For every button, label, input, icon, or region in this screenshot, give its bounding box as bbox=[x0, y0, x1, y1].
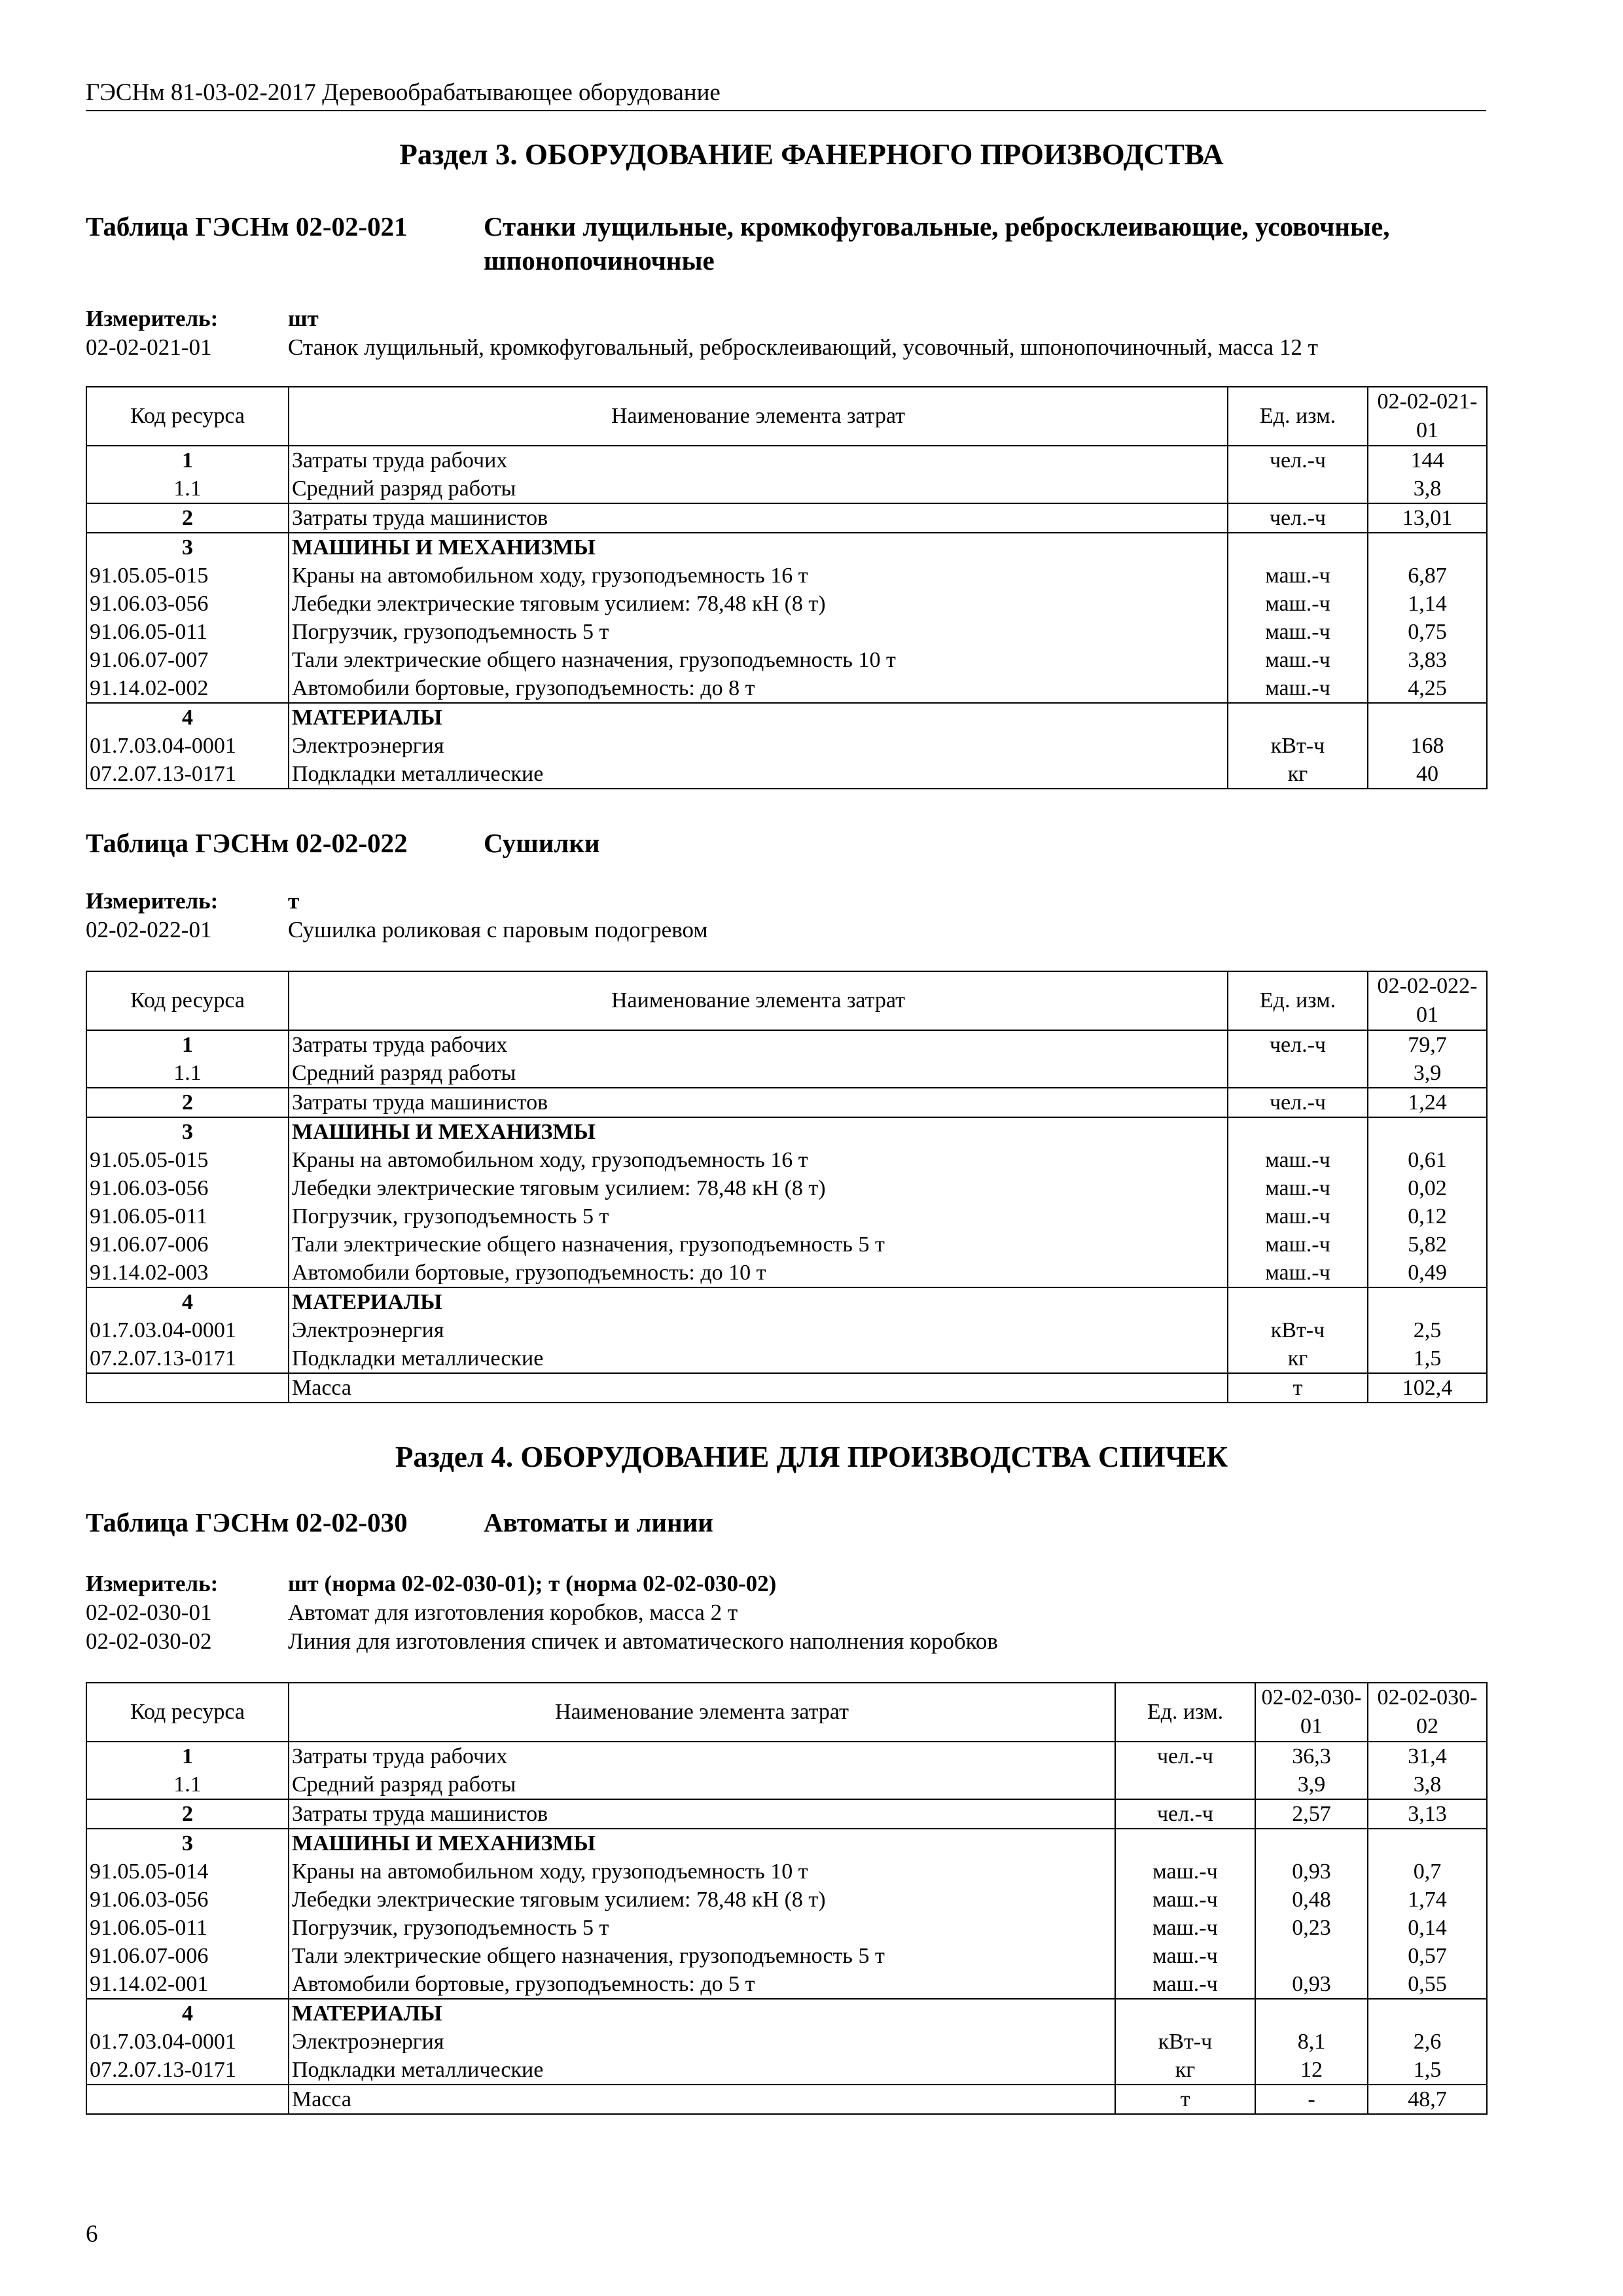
cost-element-name: Автомобили бортовые, грузоподъемность: до 8 т bbox=[289, 674, 1228, 703]
table-row bbox=[86, 1146, 1487, 1174]
norm-value bbox=[1368, 533, 1487, 562]
table-row bbox=[86, 618, 1487, 646]
unit-of-measure: маш.-ч bbox=[1115, 1886, 1255, 1914]
cost-element-name: Тали электрические общего назначения, грузоподъемность 10 т bbox=[289, 646, 1228, 674]
table-row bbox=[86, 446, 1487, 475]
table-row bbox=[86, 2028, 1487, 2056]
resource-code: 3 bbox=[86, 1117, 289, 1146]
unit-of-measure: маш.-ч bbox=[1115, 1942, 1255, 1970]
cost-element-name: МАТЕРИАЛЫ bbox=[289, 1287, 1228, 1316]
resource-code: 91.06.03-056 bbox=[86, 1174, 289, 1202]
resource-code: 1 bbox=[86, 446, 289, 475]
column-header-unit: Ед. изм. bbox=[1228, 971, 1368, 1030]
table-030-heading bbox=[86, 1505, 1413, 1539]
unit-of-measure: маш.-ч bbox=[1228, 1146, 1368, 1174]
norm-value: 3,9 bbox=[1255, 1770, 1368, 1799]
unit-of-measure: маш.-ч bbox=[1228, 1230, 1368, 1259]
norm-code: 02-02-021-01 bbox=[86, 334, 212, 360]
resource-code bbox=[86, 2085, 289, 2114]
table-row bbox=[86, 646, 1487, 674]
unit-of-measure bbox=[1115, 1829, 1255, 1857]
cost-element-name: Затраты труда рабочих bbox=[289, 1030, 1228, 1059]
norm-value: 0,61 bbox=[1368, 1146, 1487, 1174]
table-row bbox=[86, 1230, 1487, 1259]
unit-of-measure: маш.-ч bbox=[1115, 1970, 1255, 1999]
norm-value: 2,6 bbox=[1368, 2028, 1487, 2056]
resource-code: 01.7.03.04-0001 bbox=[86, 1316, 289, 1344]
resource-code: 91.06.07-006 bbox=[86, 1230, 289, 1259]
norm-description: Автомат для изготовления коробков, масса 2 т bbox=[288, 1600, 738, 1625]
norm-code: 02-02-022-01 bbox=[86, 917, 212, 942]
table-row bbox=[86, 1030, 1487, 1059]
norm-value: 3,83 bbox=[1368, 646, 1487, 674]
table-row bbox=[86, 503, 1487, 533]
norm-value: 3,13 bbox=[1368, 1799, 1487, 1829]
column-header-code: Код ресурса bbox=[86, 387, 289, 446]
cost-element-name: Лебедки электрические тяговым усилием: 78,48 кН (8 т) bbox=[289, 1886, 1115, 1914]
unit-of-measure: чел.-ч bbox=[1228, 446, 1368, 475]
unit-of-measure: маш.-ч bbox=[1228, 1259, 1368, 1287]
table-row bbox=[86, 1770, 1487, 1799]
norm-description: Станок лущильный, кромкофуговальный, ребросклеивающий, усовочный, шпонопочиночный, масса 12 т bbox=[288, 334, 1318, 360]
norm-value: 8,1 bbox=[1255, 2028, 1368, 2056]
column-header-unit: Ед. изм. bbox=[1228, 387, 1368, 446]
norm-value bbox=[1255, 1829, 1368, 1857]
resource-code: 91.05.05-015 bbox=[86, 1146, 289, 1174]
norm-value: 1,74 bbox=[1368, 1886, 1487, 1914]
table-022-title: Сушилки bbox=[484, 828, 600, 858]
unit-of-measure: маш.-ч bbox=[1228, 1174, 1368, 1202]
column-header-code: Код ресурса bbox=[86, 1683, 289, 1742]
unit-of-measure bbox=[1115, 1770, 1255, 1799]
norm-value: 0,93 bbox=[1255, 1857, 1368, 1886]
cost-element-name: Погрузчик, грузоподъемность 5 т bbox=[289, 1202, 1228, 1230]
unit-of-measure: чел.-ч bbox=[1115, 1799, 1255, 1829]
resource-code: 4 bbox=[86, 1287, 289, 1316]
resource-code: 01.7.03.04-0001 bbox=[86, 732, 289, 760]
table-row bbox=[86, 1857, 1487, 1886]
resource-code: 91.05.05-015 bbox=[86, 562, 289, 590]
norm-description: Сушилка роликовая с паровым подогревом bbox=[288, 917, 708, 942]
norm-value: 48,7 bbox=[1368, 2085, 1487, 2114]
norm-value: 4,25 bbox=[1368, 674, 1487, 703]
resource-code: 01.7.03.04-0001 bbox=[86, 2028, 289, 2056]
column-header-norm-2: 02-02-030-02 bbox=[1368, 1683, 1487, 1742]
column-header-name: Наименование элемента затрат bbox=[289, 387, 1228, 446]
resource-code: 07.2.07.13-0171 bbox=[86, 760, 289, 789]
cost-element-name: Средний разряд работы bbox=[289, 475, 1228, 503]
cost-element-name: Подкладки металлические bbox=[289, 760, 1228, 789]
resource-code: 91.06.05-011 bbox=[86, 1202, 289, 1230]
norm-value: 1,5 bbox=[1368, 2056, 1487, 2085]
norm-value: 31,4 bbox=[1368, 1742, 1487, 1770]
table-022 bbox=[86, 971, 1488, 1403]
column-header-norm: 02-02-022-01 bbox=[1368, 971, 1487, 1030]
table-row bbox=[86, 1829, 1487, 1857]
cost-element-name: Масса bbox=[289, 2085, 1115, 2114]
resource-code: 91.06.03-056 bbox=[86, 1886, 289, 1914]
norm-value: 0,7 bbox=[1368, 1857, 1487, 1886]
unit-of-measure: маш.-ч bbox=[1228, 646, 1368, 674]
table-row bbox=[86, 2056, 1487, 2085]
cost-element-name: Краны на автомобильном ходу, грузоподъемность 16 т bbox=[289, 562, 1228, 590]
unit-of-measure bbox=[1228, 475, 1368, 503]
unit-of-measure: т bbox=[1115, 2085, 1255, 2114]
cost-element-name: Лебедки электрические тяговым усилием: 78,48 кН (8 т) bbox=[289, 590, 1228, 618]
cost-element-name: Средний разряд работы bbox=[289, 1770, 1115, 1799]
cost-element-name: Тали электрические общего назначения, грузоподъемность 5 т bbox=[289, 1942, 1115, 1970]
norm-value: 1,5 bbox=[1368, 1344, 1487, 1373]
resource-code: 4 bbox=[86, 1999, 289, 2028]
table-row bbox=[86, 1174, 1487, 1202]
cost-element-name: Подкладки металлические bbox=[289, 2056, 1115, 2085]
resource-code: 91.14.02-003 bbox=[86, 1259, 289, 1287]
norm-value bbox=[1368, 1829, 1487, 1857]
cost-element-name: Лебедки электрические тяговым усилием: 78,48 кН (8 т) bbox=[289, 1174, 1228, 1202]
table-row bbox=[86, 1970, 1487, 1999]
resource-code: 91.06.07-006 bbox=[86, 1942, 289, 1970]
norm-value bbox=[1255, 1999, 1368, 2028]
unit-of-measure bbox=[1228, 533, 1368, 562]
table-030-meter-block bbox=[86, 1570, 998, 1656]
norm-value: 0,49 bbox=[1368, 1259, 1487, 1287]
norm-value: 0,55 bbox=[1368, 1970, 1487, 1999]
resource-code bbox=[86, 1373, 289, 1403]
cost-element-name: Затраты труда рабочих bbox=[289, 1742, 1115, 1770]
norm-value bbox=[1368, 1287, 1487, 1316]
table-030 bbox=[86, 1682, 1488, 2115]
resource-code: 91.05.05-014 bbox=[86, 1857, 289, 1886]
column-header-code: Код ресурса bbox=[86, 971, 289, 1030]
cost-element-name: Затраты труда машинистов bbox=[289, 1088, 1228, 1117]
cost-element-name: Затраты труда машинистов bbox=[289, 503, 1228, 533]
resource-code: 91.14.02-001 bbox=[86, 1970, 289, 1999]
norm-value: 144 bbox=[1368, 446, 1487, 475]
table-022-number: Таблица ГЭСНм 02-02-022 bbox=[86, 828, 408, 858]
table-row bbox=[86, 1344, 1487, 1373]
unit-of-measure: чел.-ч bbox=[1228, 1088, 1368, 1117]
cost-element-name: Автомобили бортовые, грузоподъемность: до 5 т bbox=[289, 1970, 1115, 1999]
norm-value: - bbox=[1255, 2085, 1368, 2114]
unit-of-measure bbox=[1228, 703, 1368, 732]
cost-element-name: МАШИНЫ И МЕХАНИЗМЫ bbox=[289, 533, 1228, 562]
table-row bbox=[86, 1088, 1487, 1117]
unit-of-measure: чел.-ч bbox=[1228, 503, 1368, 533]
table-row bbox=[86, 1999, 1487, 2028]
table-021-number: Таблица ГЭСНм 02-02-021 bbox=[86, 211, 408, 242]
resource-code: 07.2.07.13-0171 bbox=[86, 1344, 289, 1373]
unit-of-measure: маш.-ч bbox=[1228, 590, 1368, 618]
table-row bbox=[86, 562, 1487, 590]
column-header-name: Наименование элемента затрат bbox=[289, 971, 1228, 1030]
norm-value: 0,57 bbox=[1368, 1942, 1487, 1970]
norm-value: 0,75 bbox=[1368, 618, 1487, 646]
norm-value: 168 bbox=[1368, 732, 1487, 760]
norm-value: 2,5 bbox=[1368, 1316, 1487, 1344]
unit-of-measure bbox=[1228, 1117, 1368, 1146]
cost-element-name: Масса bbox=[289, 1373, 1228, 1403]
norm-value: 0,14 bbox=[1368, 1914, 1487, 1942]
cost-element-name: Электроэнергия bbox=[289, 1316, 1228, 1344]
resource-code: 91.06.05-011 bbox=[86, 618, 289, 646]
table-row bbox=[86, 674, 1487, 703]
unit-of-measure: маш.-ч bbox=[1228, 1202, 1368, 1230]
norm-value: 1,14 bbox=[1368, 590, 1487, 618]
norm-value bbox=[1368, 1117, 1487, 1146]
page-number: 6 bbox=[86, 2221, 98, 2248]
table-row bbox=[86, 1259, 1487, 1287]
table-row bbox=[86, 1942, 1487, 1970]
running-header: ГЭСНм 81-03-02-2017 Деревообрабатывающее оборудование bbox=[86, 77, 1486, 111]
norm-value: 0,48 bbox=[1255, 1886, 1368, 1914]
unit-of-measure bbox=[1115, 1999, 1255, 2028]
norm-value: 40 bbox=[1368, 760, 1487, 789]
resource-code: 91.06.05-011 bbox=[86, 1914, 289, 1942]
cost-element-name: Погрузчик, грузоподъемность 5 т bbox=[289, 618, 1228, 646]
column-header-norm-1: 02-02-030-01 bbox=[1255, 1683, 1368, 1742]
unit-of-measure: кг bbox=[1228, 1344, 1368, 1373]
norm-value: 3,8 bbox=[1368, 1770, 1487, 1799]
cost-element-name: Электроэнергия bbox=[289, 2028, 1115, 2056]
table-021-title: Станки лущильные, кромкофуговальные, ребросклеивающие, усовочные, шпонопочиночные bbox=[484, 211, 1390, 276]
norm-value bbox=[1255, 1942, 1368, 1970]
norm-code: 02-02-030-02 bbox=[86, 1628, 212, 1654]
resource-code: 3 bbox=[86, 1829, 289, 1857]
norm-value: 36,3 bbox=[1255, 1742, 1368, 1770]
resource-code: 91.14.02-002 bbox=[86, 674, 289, 703]
unit-of-measure: кг bbox=[1228, 760, 1368, 789]
resource-code: 2 bbox=[86, 1088, 289, 1117]
table-030-number: Таблица ГЭСНм 02-02-030 bbox=[86, 1507, 408, 1537]
unit-of-measure: маш.-ч bbox=[1228, 674, 1368, 703]
table-row bbox=[86, 1287, 1487, 1316]
column-header-unit: Ед. изм. bbox=[1115, 1683, 1255, 1742]
table-row bbox=[86, 1117, 1487, 1146]
resource-code: 2 bbox=[86, 503, 289, 533]
meter-value: т bbox=[288, 888, 300, 914]
resource-code: 2 bbox=[86, 1799, 289, 1829]
table-row bbox=[86, 475, 1487, 503]
cost-element-name: Краны на автомобильном ходу, грузоподъемность 10 т bbox=[289, 1857, 1115, 1886]
meter-label: Измеритель: bbox=[86, 888, 219, 914]
unit-of-measure bbox=[1228, 1059, 1368, 1088]
table-row bbox=[86, 760, 1487, 789]
table-row bbox=[86, 1742, 1487, 1770]
column-header-norm: 02-02-021-01 bbox=[1368, 387, 1487, 446]
cost-element-name: Краны на автомобильном ходу, грузоподъемность 16 т bbox=[289, 1146, 1228, 1174]
unit-of-measure: кВт-ч bbox=[1115, 2028, 1255, 2056]
cost-element-name: Тали электрические общего назначения, грузоподъемность 5 т bbox=[289, 1230, 1228, 1259]
resource-code: 1.1 bbox=[86, 1770, 289, 1799]
section-4-title: Раздел 4. ОБОРУДОВАНИЕ ДЛЯ ПРОИЗВОДСТВА СПИЧЕК bbox=[395, 1441, 1228, 1473]
unit-of-measure: маш.-ч bbox=[1115, 1914, 1255, 1942]
norm-value bbox=[1368, 703, 1487, 732]
norm-value: 79,7 bbox=[1368, 1030, 1487, 1059]
meter-value: шт bbox=[288, 306, 319, 331]
cost-element-name: Подкладки металлические bbox=[289, 1344, 1228, 1373]
table-row bbox=[86, 1202, 1487, 1230]
resource-code: 91.06.03-056 bbox=[86, 590, 289, 618]
norm-value: 0,23 bbox=[1255, 1914, 1368, 1942]
norm-value: 3,9 bbox=[1368, 1059, 1487, 1088]
unit-of-measure: т bbox=[1228, 1373, 1368, 1403]
norm-value: 1,24 bbox=[1368, 1088, 1487, 1117]
unit-of-measure: маш.-ч bbox=[1228, 562, 1368, 590]
resource-code: 1.1 bbox=[86, 475, 289, 503]
meter-value: шт (норма 02-02-030-01); т (норма 02-02-030-02) bbox=[288, 1571, 777, 1596]
cost-element-name: Погрузчик, грузоподъемность 5 т bbox=[289, 1914, 1115, 1942]
unit-of-measure: маш.-ч bbox=[1228, 618, 1368, 646]
table-022-meter-block bbox=[86, 887, 707, 944]
cost-element-name: МАТЕРИАЛЫ bbox=[289, 703, 1228, 732]
column-header-name: Наименование элемента затрат bbox=[289, 1683, 1115, 1742]
unit-of-measure bbox=[1228, 1287, 1368, 1316]
table-row bbox=[86, 1373, 1487, 1403]
unit-of-measure: кг bbox=[1115, 2056, 1255, 2085]
norm-code: 02-02-030-01 bbox=[86, 1600, 212, 1625]
table-row bbox=[86, 1914, 1487, 1942]
norm-value: 3,8 bbox=[1368, 475, 1487, 503]
table-030-title: Автоматы и линии bbox=[484, 1507, 713, 1537]
table-row bbox=[86, 732, 1487, 760]
table-row bbox=[86, 533, 1487, 562]
cost-element-name: МАТЕРИАЛЫ bbox=[289, 1999, 1115, 2028]
norm-description: Линия для изготовления спичек и автоматического наполнения коробков bbox=[288, 1628, 998, 1654]
meter-label: Измеритель: bbox=[86, 306, 219, 331]
resource-code: 1 bbox=[86, 1030, 289, 1059]
unit-of-measure: кВт-ч bbox=[1228, 732, 1368, 760]
table-row bbox=[86, 1059, 1487, 1088]
norm-value: 0,93 bbox=[1255, 1970, 1368, 1999]
unit-of-measure: кВт-ч bbox=[1228, 1316, 1368, 1344]
norm-value: 12 bbox=[1255, 2056, 1368, 2085]
resource-code: 3 bbox=[86, 533, 289, 562]
cost-element-name: МАШИНЫ И МЕХАНИЗМЫ bbox=[289, 1117, 1228, 1146]
table-row bbox=[86, 1799, 1487, 1829]
norm-value bbox=[1368, 1999, 1487, 2028]
unit-of-measure: чел.-ч bbox=[1228, 1030, 1368, 1059]
norm-value: 13,01 bbox=[1368, 503, 1487, 533]
cost-element-name: Автомобили бортовые, грузоподъемность: до 10 т bbox=[289, 1259, 1228, 1287]
table-021 bbox=[86, 386, 1488, 789]
table-row bbox=[86, 703, 1487, 732]
norm-value: 6,87 bbox=[1368, 562, 1487, 590]
resource-code: 07.2.07.13-0171 bbox=[86, 2056, 289, 2085]
unit-of-measure: маш.-ч bbox=[1115, 1857, 1255, 1886]
cost-element-name: МАШИНЫ И МЕХАНИЗМЫ bbox=[289, 1829, 1115, 1857]
resource-code: 1.1 bbox=[86, 1059, 289, 1088]
table-row bbox=[86, 1886, 1487, 1914]
norm-value: 5,82 bbox=[1368, 1230, 1487, 1259]
norm-value: 0,12 bbox=[1368, 1202, 1487, 1230]
meter-label: Измеритель: bbox=[86, 1571, 219, 1596]
resource-code: 91.06.07-007 bbox=[86, 646, 289, 674]
table-021-meter-block bbox=[86, 304, 1318, 362]
cost-element-name: Электроэнергия bbox=[289, 732, 1228, 760]
cost-element-name: Средний разряд работы bbox=[289, 1059, 1228, 1088]
unit-of-measure: чел.-ч bbox=[1115, 1742, 1255, 1770]
section-3-title: Раздел 3. ОБОРУДОВАНИЕ ФАНЕРНОГО ПРОИЗВОДСТВА bbox=[399, 138, 1224, 171]
table-row bbox=[86, 2085, 1487, 2114]
norm-value: 0,02 bbox=[1368, 1174, 1487, 1202]
table-022-heading bbox=[86, 826, 1413, 860]
cost-element-name: Затраты труда машинистов bbox=[289, 1799, 1115, 1829]
table-row bbox=[86, 590, 1487, 618]
resource-code: 4 bbox=[86, 703, 289, 732]
table-row bbox=[86, 1316, 1487, 1344]
norm-value: 2,57 bbox=[1255, 1799, 1368, 1829]
norm-value: 102,4 bbox=[1368, 1373, 1487, 1403]
resource-code: 1 bbox=[86, 1742, 289, 1770]
cost-element-name: Затраты труда рабочих bbox=[289, 446, 1228, 475]
table-021-heading bbox=[86, 209, 1413, 278]
